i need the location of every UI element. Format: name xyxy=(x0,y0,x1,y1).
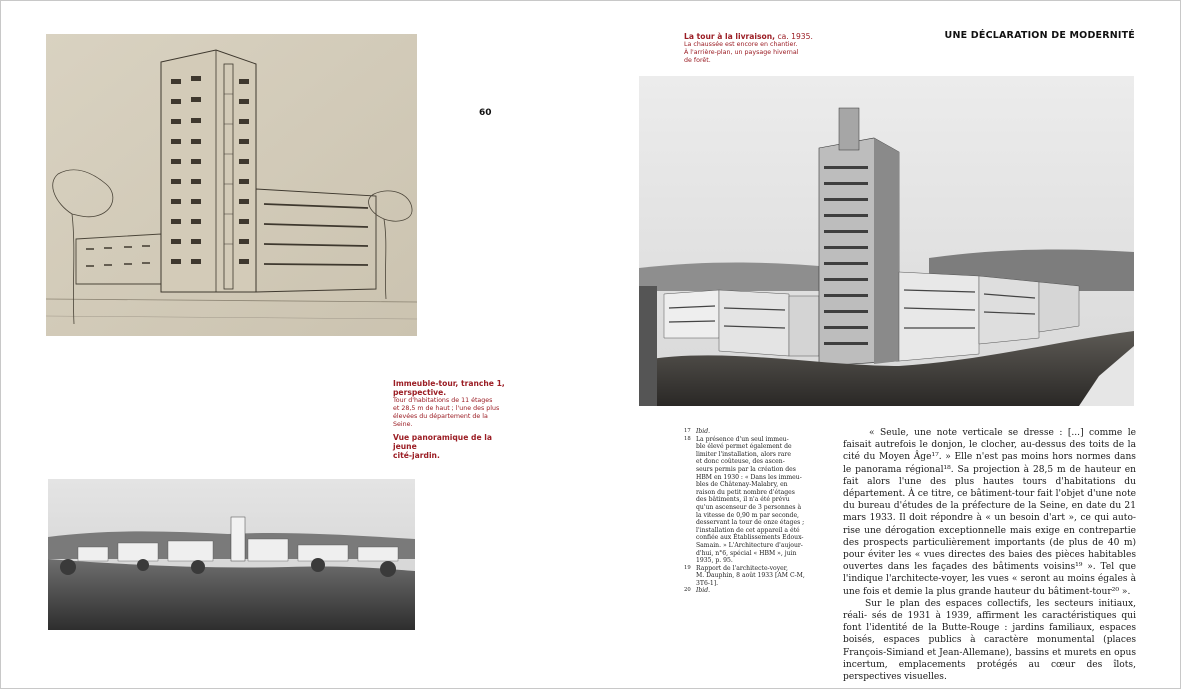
caption-line: élevées du département de la Seine. xyxy=(393,413,488,428)
body-line: la Butte-Rouge : jardins familiaux, espaces boisés, espaces publics à xyxy=(843,623,1136,646)
footnotes xyxy=(684,428,809,595)
footnote-line: ble élevé permet également de xyxy=(696,443,792,451)
body-line: façades des bâtiments voisins¹⁹ ». Tel que l'indique l'architecte-voyer, xyxy=(843,562,1136,585)
caption-title-line: perspective. xyxy=(393,388,447,397)
body-line: « Seule, une note verticale se dresse : [...] comme le faisait xyxy=(843,428,1136,451)
running-head: UNE DÉCLARATION DE MODERNITÉ xyxy=(944,30,1135,41)
footnote-number: 17 xyxy=(684,428,691,434)
body-line: autrefois le donjon, le clocher, au-dessus des toits de la cité du Moyen xyxy=(843,440,1136,463)
body-line: sés de 1931 à 1939, affirment les caractéristiques qui font l'identité de xyxy=(843,611,1136,634)
footnote-line: et donc coûteuse, des ascen- xyxy=(696,458,785,466)
tower-caption-date: ca. 1935. xyxy=(775,32,813,41)
footnote xyxy=(684,436,809,565)
footnote-line: M. Dauphin, 8 août 1933 [AM C-M, xyxy=(696,572,805,580)
footnote-line: raison du petit nombre d'étages xyxy=(696,488,795,496)
page-number: 60 xyxy=(479,108,492,118)
body-line: les « vues directes des baies des pièces habitables ouvertes dans les xyxy=(843,550,1136,573)
tower-caption-title-text: La tour à la livraison, xyxy=(684,32,776,41)
footnote-line: confiée aux Établissements Edoux- xyxy=(696,534,804,542)
caption-line: et 28,5 m de haut ; l'une des plus xyxy=(393,405,500,412)
footnote-line: Samain. » L'Architecture d'aujour- xyxy=(696,541,803,549)
footnote-line: bles de Châtenay-Malabry, en xyxy=(696,481,788,489)
body-paragraph xyxy=(843,598,1136,683)
footnote-line: La présence d'un seul immeu- xyxy=(696,435,789,443)
body-line: tours d'habitations du département. À ce titre, ce bâtiment-tour fait xyxy=(843,476,1136,500)
body-line: les vues « seront au moins égales à une fois et demie la plus grande xyxy=(843,574,1136,597)
body-line: Sur le plan des espaces collectifs, les secteurs initiaux, réali- xyxy=(843,598,1136,622)
footnote-line: Rapport de l'architecte-voyer, xyxy=(696,564,788,572)
footnote-line: 1935, p. 95. xyxy=(696,557,733,565)
footnote-number: 20 xyxy=(684,587,691,594)
drawing-caption xyxy=(393,379,508,460)
tower-photo xyxy=(639,76,1134,406)
body-line: bassins et murets en opus incertum, emplacements protégés au cœur xyxy=(843,647,1136,670)
panorama-photo xyxy=(48,479,415,630)
footnote-line: Ibid. xyxy=(696,587,711,595)
tower-caption-title xyxy=(684,32,834,41)
body-line: des îlots, perspectives visuelles. xyxy=(843,659,1136,683)
footnote xyxy=(684,428,809,436)
caption-line: Tour d'habitations de 11 étages xyxy=(393,397,493,404)
footnote-line: 3T6-1]. xyxy=(696,579,719,587)
body-line: date du 21 mars 1933. Il doit répondre à « un besoin d'art », ce qui auto- xyxy=(843,501,1136,524)
caption-line: À l'arrière-plan, un paysage hivernal xyxy=(684,49,799,56)
body-paragraph xyxy=(843,427,1136,598)
footnote-number: 18 xyxy=(684,435,691,442)
body-line: caractère monumental (places François-Simiand et Jean-Allemane), xyxy=(843,635,1136,658)
footnote-line: l'installation de cet appareil a été xyxy=(696,526,800,534)
footnote-line: Ibid. xyxy=(696,428,711,435)
footnote-line: limiter l'installation, alors rare xyxy=(696,450,791,458)
footnote-line: des bâtiments, il n'a été prévu xyxy=(696,496,790,504)
tower-caption xyxy=(684,32,834,65)
footnote-line: HBM en 1930 : « Dans les immeu- xyxy=(696,473,802,481)
body-line: rise une dérogation exceptionnelle mais exige en contrepartie des xyxy=(843,525,1136,548)
footnote-number: 19 xyxy=(684,564,691,571)
body-line: Sa projection à 28,5 m de hauteur en fait alors l'une des plus hautes xyxy=(843,464,1136,487)
footnote xyxy=(684,587,809,595)
body-line: Âge¹⁷. » Elle n'est pas moins hors normes dans le panorama régional¹⁸. xyxy=(843,452,1136,475)
footnote-line: qu'un ascenseur de 3 personnes à xyxy=(696,503,802,511)
footnote-line: seurs permis par la création des xyxy=(696,465,796,473)
caption-title-line: Immeuble-tour, tranche 1, xyxy=(393,379,505,388)
panorama-caption-title-line: cité-jardin. xyxy=(393,451,440,460)
architectural-drawing xyxy=(46,34,417,336)
body-line: l'objet d'une note du bureau d'études de la préfecture de la Seine, en xyxy=(843,489,1136,512)
body-line: prospects particulièrement importants (de plus de 40 m) pour éviter xyxy=(843,537,1136,561)
caption-line: de forêt. xyxy=(684,57,711,64)
caption-line: La chaussée est encore en chantier. xyxy=(684,41,798,48)
footnote xyxy=(684,565,809,588)
body-line: hauteur du bâtiment-tour²⁰ ». xyxy=(994,586,1131,597)
body-text xyxy=(843,427,1136,683)
panorama-caption-title-line: Vue panoramique de la jeune xyxy=(393,433,492,451)
footnote-line: la vitesse de 0,90 m par seconde, xyxy=(696,511,799,519)
footnote-line: d'hui, n°6, spécial « HBM », juin xyxy=(696,549,797,557)
footnote-line: desservant la tour de onze étages ; xyxy=(696,519,805,527)
